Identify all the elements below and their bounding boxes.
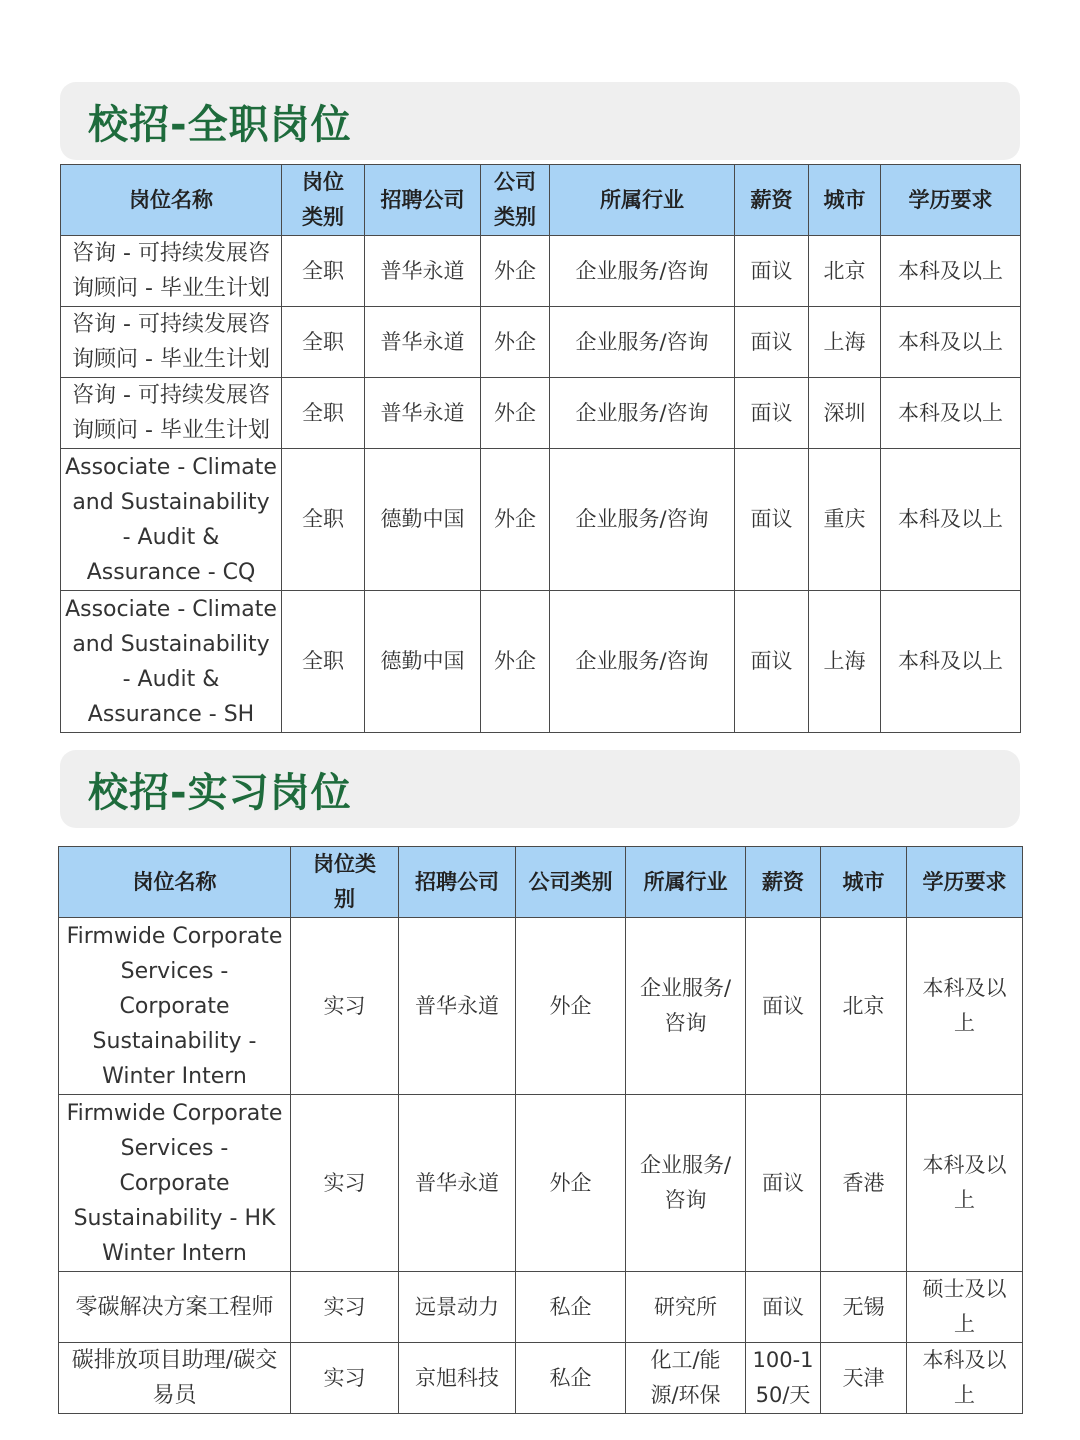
company-cell: 普华永道 (399, 1095, 516, 1272)
industry-cell: 研究所 (626, 1272, 746, 1343)
industry-cell: 化工/能源/环保 (626, 1343, 746, 1414)
job-name-cell: 碳排放项目助理/碳交易员 (59, 1343, 291, 1414)
job-type-cell: 实习 (291, 1272, 399, 1343)
salary-cell: 100-150/天 (746, 1343, 821, 1414)
company-type-cell: 外企 (516, 1095, 626, 1272)
company-cell: 普华永道 (365, 307, 481, 378)
job-type-cell: 全职 (282, 591, 365, 733)
fulltime-section-title: 校招-全职岗位 (88, 101, 352, 148)
job-name-cell: Firmwide Corporate Services - Corporate Sustainability - HK Winter Intern (59, 1095, 291, 1272)
salary-cell: 面议 (735, 378, 809, 449)
industry-cell: 企业服务/咨询 (550, 591, 735, 733)
table-row (61, 307, 1021, 378)
fulltime-section-banner (60, 82, 1020, 160)
salary-cell: 面议 (735, 307, 809, 378)
salary-cell: 面议 (735, 449, 809, 591)
city-cell: 上海 (809, 307, 881, 378)
company-cell: 普华永道 (365, 378, 481, 449)
education-cell: 本科及以上 (907, 1343, 1023, 1414)
job-type-cell: 全职 (282, 307, 365, 378)
table-row (61, 591, 1021, 733)
job-name-cell: Associate - Climate and Sustainability - Audit & Assurance - SH (61, 591, 282, 733)
education-cell: 本科及以上 (881, 449, 1021, 591)
job-type-cell: 全职 (282, 236, 365, 307)
table-row (61, 378, 1021, 449)
company-cell: 德勤中国 (365, 591, 481, 733)
salary-cell: 面议 (746, 918, 821, 1095)
city-cell: 香港 (821, 1095, 907, 1272)
job-name-cell: 咨询 - 可持续发展咨询顾问 - 毕业生计划 (61, 236, 282, 307)
company-type-cell: 外企 (481, 591, 550, 733)
industry-cell: 企业服务/咨询 (550, 378, 735, 449)
company-type-cell: 外企 (481, 307, 550, 378)
company-cell: 远景动力 (399, 1272, 516, 1343)
city-cell: 深圳 (809, 378, 881, 449)
company-cell: 普华永道 (399, 918, 516, 1095)
industry-cell: 企业服务/咨询 (626, 918, 746, 1095)
company-type-cell: 外企 (481, 449, 550, 591)
col-header-city: 城市 (821, 847, 907, 918)
job-name-cell: 咨询 - 可持续发展咨询顾问 - 毕业生计划 (61, 307, 282, 378)
fulltime-jobs-table (60, 164, 1021, 733)
company-cell: 普华永道 (365, 236, 481, 307)
education-cell: 本科及以上 (881, 378, 1021, 449)
col-header-education: 学历要求 (881, 165, 1021, 236)
col-header-job-name: 岗位名称 (61, 165, 282, 236)
job-name-cell: 咨询 - 可持续发展咨询顾问 - 毕业生计划 (61, 378, 282, 449)
education-cell: 本科及以上 (881, 236, 1021, 307)
city-cell: 重庆 (809, 449, 881, 591)
industry-cell: 企业服务/咨询 (550, 236, 735, 307)
col-header-industry: 所属行业 (626, 847, 746, 918)
job-type-cell: 实习 (291, 918, 399, 1095)
table-row (59, 1095, 1023, 1272)
company-cell: 京旭科技 (399, 1343, 516, 1414)
company-type-cell: 私企 (516, 1272, 626, 1343)
col-header-salary: 薪资 (746, 847, 821, 918)
intern-section-title: 校招-实习岗位 (88, 769, 352, 816)
col-header-company-type: 公司类别 (516, 847, 626, 918)
col-header-job-type: 岗位类别 (282, 165, 365, 236)
industry-cell: 企业服务/咨询 (550, 307, 735, 378)
salary-cell: 面议 (735, 591, 809, 733)
table-row (61, 449, 1021, 591)
col-header-job-type: 岗位类别 (291, 847, 399, 918)
salary-cell: 面议 (746, 1272, 821, 1343)
intern-jobs-table (58, 846, 1023, 1414)
education-cell: 本科及以上 (881, 307, 1021, 378)
job-name-cell: Firmwide Corporate Services - Corporate Sustainability - Winter Intern (59, 918, 291, 1095)
table-row (61, 236, 1021, 307)
job-name-cell: Associate - Climate and Sustainability - Audit & Assurance - CQ (61, 449, 282, 591)
city-cell: 北京 (821, 918, 907, 1095)
col-header-job-name: 岗位名称 (59, 847, 291, 918)
company-type-cell: 外企 (516, 918, 626, 1095)
education-cell: 本科及以上 (907, 918, 1023, 1095)
job-type-cell: 全职 (282, 378, 365, 449)
city-cell: 天津 (821, 1343, 907, 1414)
industry-cell: 企业服务/咨询 (626, 1095, 746, 1272)
job-type-cell: 实习 (291, 1095, 399, 1272)
col-header-city: 城市 (809, 165, 881, 236)
intern-section-banner (60, 750, 1020, 828)
education-cell: 本科及以上 (907, 1095, 1023, 1272)
education-cell: 本科及以上 (881, 591, 1021, 733)
col-header-education: 学历要求 (907, 847, 1023, 918)
city-cell: 上海 (809, 591, 881, 733)
company-type-cell: 外企 (481, 378, 550, 449)
salary-cell: 面议 (735, 236, 809, 307)
industry-cell: 企业服务/咨询 (550, 449, 735, 591)
col-header-salary: 薪资 (735, 165, 809, 236)
city-cell: 无锡 (821, 1272, 907, 1343)
job-type-cell: 实习 (291, 1343, 399, 1414)
col-header-company: 招聘公司 (399, 847, 516, 918)
education-cell: 硕士及以上 (907, 1272, 1023, 1343)
company-type-cell: 外企 (481, 236, 550, 307)
col-header-industry: 所属行业 (550, 165, 735, 236)
company-type-cell: 私企 (516, 1343, 626, 1414)
fulltime-header-row (61, 165, 1021, 236)
city-cell: 北京 (809, 236, 881, 307)
job-name-cell: 零碳解决方案工程师 (59, 1272, 291, 1343)
intern-header-row (59, 847, 1023, 918)
table-row (59, 1272, 1023, 1343)
table-row (59, 1343, 1023, 1414)
job-type-cell: 全职 (282, 449, 365, 591)
company-cell: 德勤中国 (365, 449, 481, 591)
col-header-company-type: 公司类别 (481, 165, 550, 236)
col-header-company: 招聘公司 (365, 165, 481, 236)
salary-cell: 面议 (746, 1095, 821, 1272)
table-row (59, 918, 1023, 1095)
